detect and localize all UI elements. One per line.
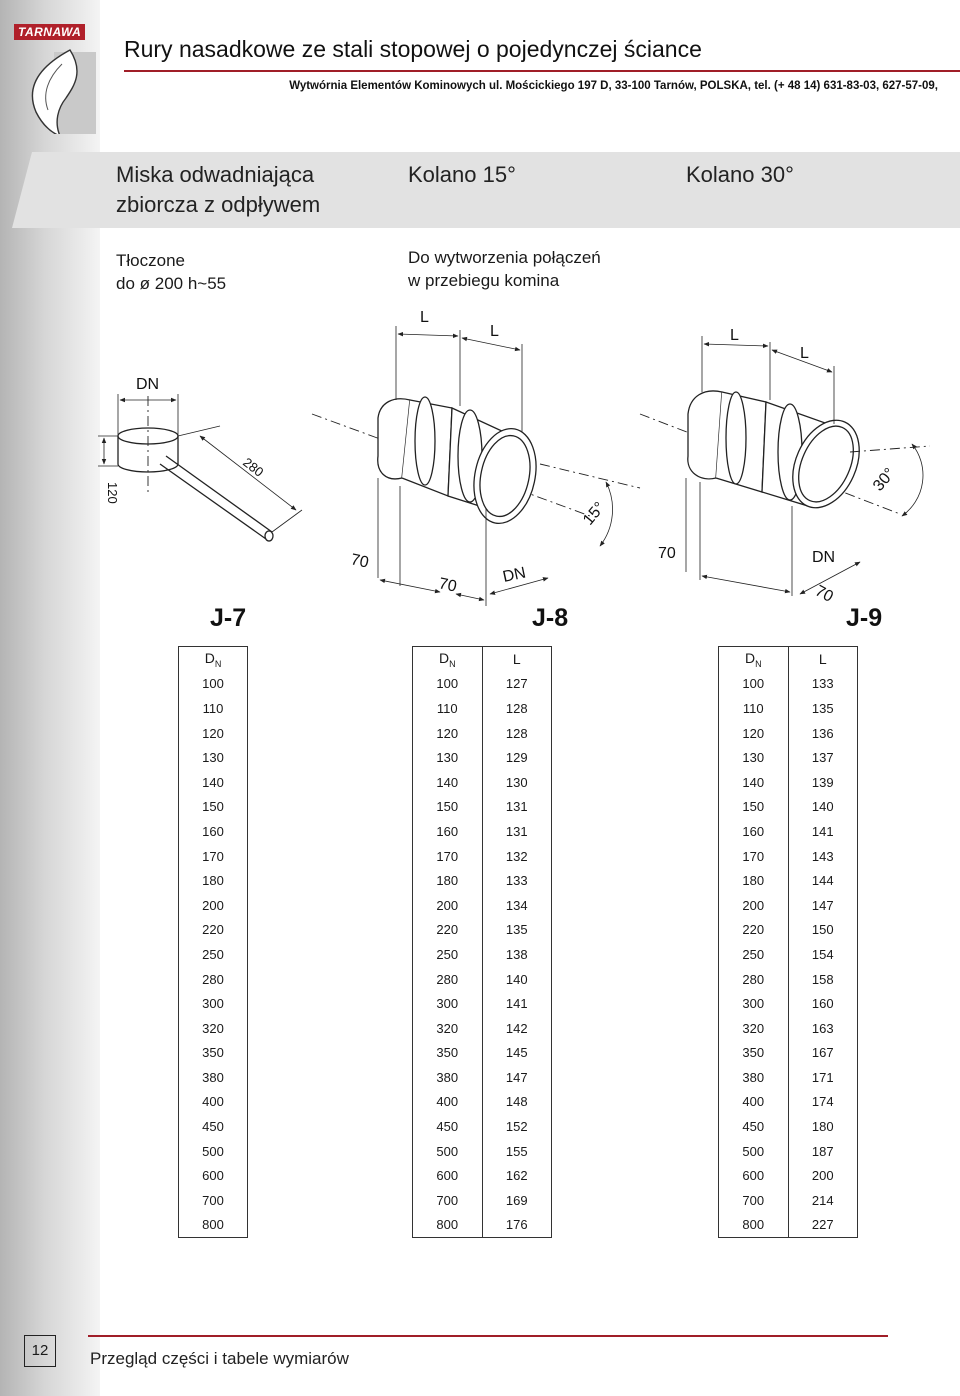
j8-l2-label: L <box>490 323 499 340</box>
product-label-j9: J-9 <box>846 604 883 632</box>
cell-l: 180 <box>788 1114 858 1139</box>
cell-l: 141 <box>482 991 552 1016</box>
cell-dn: 200 <box>179 893 248 918</box>
table-row <box>413 1139 552 1164</box>
j7-dn-label: DN <box>136 376 160 393</box>
table-row <box>413 967 552 992</box>
table-row <box>719 819 858 844</box>
cell-l: 127 <box>482 672 552 697</box>
cell-l: 134 <box>482 893 552 918</box>
table-row <box>179 819 248 844</box>
cell-dn: 140 <box>413 770 483 795</box>
cell-l: 128 <box>482 721 552 746</box>
table-row <box>179 1188 248 1213</box>
cell-dn: 170 <box>179 844 248 869</box>
cell-l: 147 <box>482 1065 552 1090</box>
table-row <box>719 868 858 893</box>
table-j8 <box>412 646 552 1238</box>
cell-dn: 800 <box>719 1213 789 1238</box>
cell-l: 135 <box>788 696 858 721</box>
j7-drain-bowl-drawing <box>98 394 302 541</box>
cell-dn: 120 <box>719 721 789 746</box>
table-row <box>413 745 552 770</box>
cell-dn: 350 <box>719 1041 789 1066</box>
cell-dn: 130 <box>179 745 248 770</box>
table-header-row <box>413 647 552 672</box>
cell-l: 171 <box>788 1065 858 1090</box>
cell-dn: 100 <box>719 672 789 697</box>
cell-dn: 700 <box>719 1188 789 1213</box>
table-row <box>179 942 248 967</box>
cell-dn: 180 <box>413 868 483 893</box>
header-dn: $D_N$ <box>179 647 248 672</box>
cell-l: 142 <box>482 1016 552 1041</box>
cell-dn: 380 <box>179 1065 248 1090</box>
cell-dn: 150 <box>413 795 483 820</box>
j7-height-label: 120 <box>105 482 120 504</box>
cell-dn: 110 <box>413 696 483 721</box>
subtitle-left-line2: do ø 200 h~55 <box>116 274 227 293</box>
cell-dn: 160 <box>179 819 248 844</box>
footer-text: Przegląd części i tabele wymiarów <box>90 1349 349 1368</box>
cell-dn: 280 <box>413 967 483 992</box>
table-row <box>719 991 858 1016</box>
cell-l: 131 <box>482 819 552 844</box>
cell-dn: 200 <box>413 893 483 918</box>
cell-dn: 200 <box>719 893 789 918</box>
table-row <box>179 844 248 869</box>
cell-dn: 300 <box>179 991 248 1016</box>
table-row <box>719 795 858 820</box>
cell-dn: 120 <box>413 721 483 746</box>
table-row <box>719 721 858 746</box>
company-info: Wytwórnia Elementów Kominowych ul. Mościckiego 197 D, 33-100 Tarnów, POLSKA, tel. (+ 48 14) 631-83-03, 627-57-09, <box>289 80 938 92</box>
cell-l: 214 <box>788 1188 858 1213</box>
cell-dn: 400 <box>413 1090 483 1115</box>
band-title-j9: Kolano 30° <box>686 162 794 187</box>
cell-dn: 400 <box>719 1090 789 1115</box>
cell-dn: 450 <box>413 1114 483 1139</box>
j9-dn-label: DN <box>812 549 836 566</box>
cell-dn: 380 <box>719 1065 789 1090</box>
cell-dn: 250 <box>413 942 483 967</box>
table-row <box>413 918 552 943</box>
cell-dn: 220 <box>719 918 789 943</box>
table-row <box>413 721 552 746</box>
cell-dn: 140 <box>179 770 248 795</box>
cell-l: 128 <box>482 696 552 721</box>
technical-drawing <box>0 296 960 636</box>
table-row <box>719 1139 858 1164</box>
cell-dn: 600 <box>413 1163 483 1188</box>
header-l: L <box>482 647 552 672</box>
page-number: 12 <box>24 1335 56 1367</box>
band-title-j8: Kolano 15° <box>408 162 516 187</box>
cell-dn: 700 <box>179 1188 248 1213</box>
cell-l: 176 <box>482 1213 552 1238</box>
table-row <box>179 893 248 918</box>
j8-70b-label: 70 <box>437 575 459 596</box>
cell-dn: 800 <box>413 1213 483 1238</box>
table-row <box>413 942 552 967</box>
j9-l1-label: L <box>730 327 739 344</box>
cell-l: 150 <box>788 918 858 943</box>
cell-dn: 600 <box>719 1163 789 1188</box>
table-row <box>413 1041 552 1066</box>
cell-l: 162 <box>482 1163 552 1188</box>
footer-divider <box>88 1335 888 1337</box>
table-row <box>179 1090 248 1115</box>
cell-l: 139 <box>788 770 858 795</box>
cell-dn: 220 <box>179 918 248 943</box>
cell-dn: 180 <box>179 868 248 893</box>
table-row <box>413 1114 552 1139</box>
page-title: Rury nasadkowe ze stali stopowej o pojedynczej ściance <box>124 36 702 62</box>
cell-l: 141 <box>788 819 858 844</box>
table-row <box>719 1016 858 1041</box>
cell-l: 147 <box>788 893 858 918</box>
table-row <box>179 991 248 1016</box>
company-logo <box>14 24 100 134</box>
cell-dn: 350 <box>413 1041 483 1066</box>
cell-dn: 400 <box>179 1090 248 1115</box>
title-divider <box>124 70 960 72</box>
table-row <box>179 967 248 992</box>
j7-length-label: 280 <box>240 454 267 480</box>
cell-dn: 320 <box>719 1016 789 1041</box>
cell-l: 158 <box>788 967 858 992</box>
cell-dn: 250 <box>719 942 789 967</box>
header-l: L <box>788 647 858 672</box>
cell-l: 200 <box>788 1163 858 1188</box>
table-row <box>179 1041 248 1066</box>
cell-dn: 160 <box>719 819 789 844</box>
table-row <box>179 1139 248 1164</box>
cell-dn: 320 <box>413 1016 483 1041</box>
table-row <box>719 1090 858 1115</box>
table-header-row <box>719 647 858 672</box>
cell-l: 133 <box>482 868 552 893</box>
table-row <box>719 1114 858 1139</box>
table-row <box>413 1016 552 1041</box>
cell-l: 167 <box>788 1041 858 1066</box>
j9-l2-label: L <box>800 345 809 362</box>
cell-dn: 350 <box>179 1041 248 1066</box>
cell-dn: 300 <box>413 991 483 1016</box>
cell-dn: 120 <box>179 721 248 746</box>
cell-l: 132 <box>482 844 552 869</box>
cell-dn: 800 <box>179 1213 248 1238</box>
cell-dn: 500 <box>179 1139 248 1164</box>
cell-l: 174 <box>788 1090 858 1115</box>
table-row <box>719 942 858 967</box>
cell-l: 143 <box>788 844 858 869</box>
table-row <box>413 868 552 893</box>
j9-angle-label: 30° <box>870 465 899 495</box>
table-row <box>719 1213 858 1238</box>
j8-l1-label: L <box>420 309 429 326</box>
j8-70a-label: 70 <box>349 551 371 572</box>
logo-text: TARNAWA <box>14 24 85 40</box>
table-row <box>179 745 248 770</box>
table-row <box>413 672 552 697</box>
table-row <box>179 918 248 943</box>
table-row <box>179 672 248 697</box>
cell-dn: 180 <box>719 868 789 893</box>
header-dn: $D_N$ <box>413 647 483 672</box>
table-row <box>413 1213 552 1238</box>
cell-dn: 170 <box>413 844 483 869</box>
product-label-j7: J-7 <box>210 604 247 632</box>
cell-dn: 700 <box>413 1188 483 1213</box>
cell-dn: 500 <box>413 1139 483 1164</box>
table-j9 <box>718 646 858 1238</box>
cell-l: 131 <box>482 795 552 820</box>
cell-l: 160 <box>788 991 858 1016</box>
cell-dn: 450 <box>719 1114 789 1139</box>
table-row <box>413 696 552 721</box>
table-row <box>179 1213 248 1238</box>
product-label-j8: J-8 <box>532 604 569 632</box>
section-header-band <box>0 152 960 228</box>
table-row <box>719 1065 858 1090</box>
j8-angle-label: 15° <box>580 499 609 529</box>
subtitle-left-line1: Tłoczone <box>116 251 185 270</box>
cell-l: 227 <box>788 1213 858 1238</box>
cell-dn: 500 <box>719 1139 789 1164</box>
cell-dn: 110 <box>719 696 789 721</box>
table-row <box>413 1163 552 1188</box>
j8-dn-label: DN <box>501 564 528 586</box>
cell-l: 137 <box>788 745 858 770</box>
cell-l: 163 <box>788 1016 858 1041</box>
cell-l: 148 <box>482 1090 552 1115</box>
cell-dn: 320 <box>179 1016 248 1041</box>
cell-l: 138 <box>482 942 552 967</box>
table-row <box>179 868 248 893</box>
cell-dn: 160 <box>413 819 483 844</box>
table-row <box>719 1041 858 1066</box>
cell-dn: 220 <box>413 918 483 943</box>
table-row <box>413 1065 552 1090</box>
table-row <box>413 770 552 795</box>
cell-l: 187 <box>788 1139 858 1164</box>
table-row <box>413 1188 552 1213</box>
cell-dn: 280 <box>179 967 248 992</box>
table-row <box>413 893 552 918</box>
cell-l: 133 <box>788 672 858 697</box>
cell-l: 130 <box>482 770 552 795</box>
table-row <box>719 672 858 697</box>
table-row <box>179 721 248 746</box>
table-row <box>413 819 552 844</box>
table-row <box>179 1016 248 1041</box>
table-row <box>719 918 858 943</box>
band-title-j7-line2: zbiorcza z odpływem <box>116 192 321 217</box>
cell-l: 136 <box>788 721 858 746</box>
cell-dn: 100 <box>179 672 248 697</box>
cell-dn: 130 <box>413 745 483 770</box>
subtitle-mid-line1: Do wytworzenia połączeń <box>408 248 601 267</box>
cell-dn: 600 <box>179 1163 248 1188</box>
cell-l: 155 <box>482 1139 552 1164</box>
cell-l: 169 <box>482 1188 552 1213</box>
flame-logo-icon <box>14 24 100 134</box>
table-row <box>179 770 248 795</box>
table-row <box>719 844 858 869</box>
table-row <box>719 770 858 795</box>
cell-dn: 250 <box>179 942 248 967</box>
table-row <box>179 1114 248 1139</box>
cell-l: 140 <box>482 967 552 992</box>
header-dn: $D_N$ <box>719 647 789 672</box>
table-row <box>179 1065 248 1090</box>
table-header-row <box>179 647 248 672</box>
band-title-j7-line1: Miska odwadniająca <box>116 162 315 187</box>
table-row <box>179 795 248 820</box>
table-row <box>413 795 552 820</box>
table-row <box>719 745 858 770</box>
table-row <box>719 696 858 721</box>
cell-dn: 110 <box>179 696 248 721</box>
table-row <box>719 893 858 918</box>
cell-l: 135 <box>482 918 552 943</box>
subtitle-mid-line2: w przebiegu komina <box>408 271 560 290</box>
cell-l: 152 <box>482 1114 552 1139</box>
cell-l: 154 <box>788 942 858 967</box>
cell-l: 129 <box>482 745 552 770</box>
cell-dn: 100 <box>413 672 483 697</box>
cell-dn: 450 <box>179 1114 248 1139</box>
j9-70b-label: 70 <box>812 582 836 606</box>
j9-70a-label: 70 <box>658 545 676 562</box>
table-row <box>413 991 552 1016</box>
cell-l: 144 <box>788 868 858 893</box>
table-row <box>719 1163 858 1188</box>
table-row <box>179 696 248 721</box>
cell-dn: 280 <box>719 967 789 992</box>
table-row <box>413 1090 552 1115</box>
cell-dn: 380 <box>413 1065 483 1090</box>
cell-dn: 300 <box>719 991 789 1016</box>
table-row <box>179 1163 248 1188</box>
table-row <box>719 1188 858 1213</box>
cell-l: 145 <box>482 1041 552 1066</box>
cell-dn: 140 <box>719 770 789 795</box>
table-j7 <box>178 646 248 1238</box>
table-row <box>719 967 858 992</box>
cell-dn: 150 <box>719 795 789 820</box>
cell-dn: 150 <box>179 795 248 820</box>
cell-dn: 130 <box>719 745 789 770</box>
cell-l: 140 <box>788 795 858 820</box>
cell-dn: 170 <box>719 844 789 869</box>
table-row <box>413 844 552 869</box>
